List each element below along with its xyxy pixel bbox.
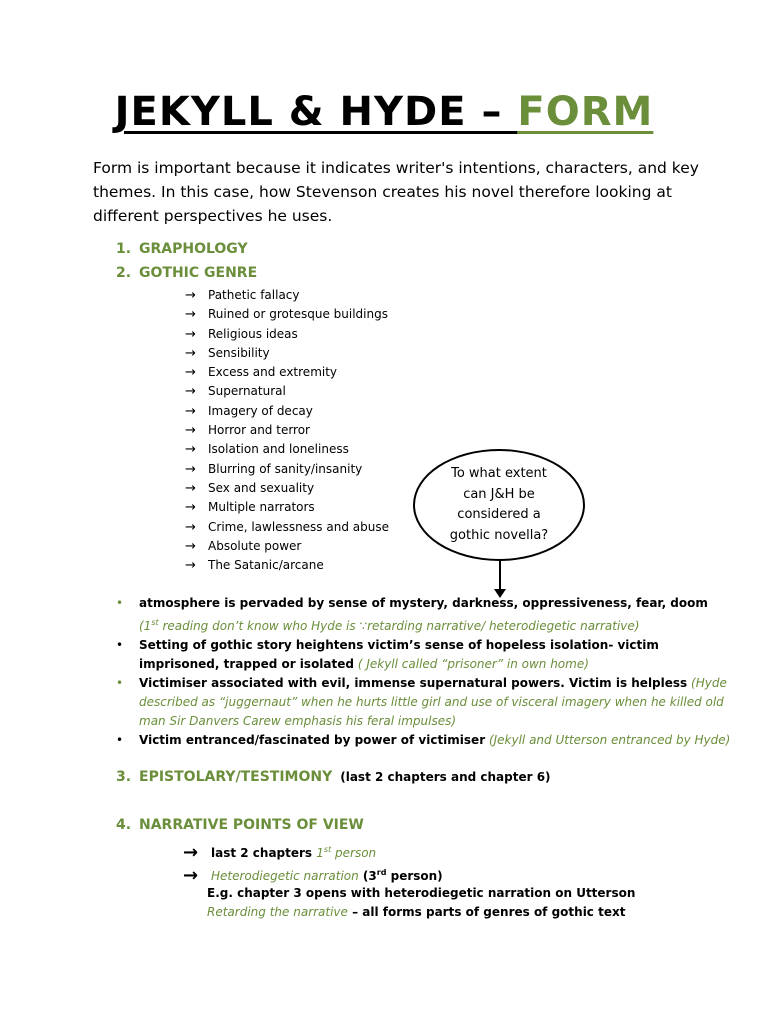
bullet-text: Victim entranced/fascinated by power of victimiser (139, 733, 486, 747)
gothic-list-item (185, 421, 389, 440)
arrow-right-icon: → (185, 480, 196, 496)
gothic-list-label: Ruined or grotesque buildings (208, 307, 388, 322)
arrow-right-icon: → (185, 365, 196, 381)
heading-gothic-genre (116, 265, 257, 281)
arrow-right-icon: → (185, 558, 196, 574)
arrow-right-icon: → (185, 500, 196, 516)
heading-label: EPISTOLARY/TESTIMONY (139, 769, 333, 785)
gothic-list-label: Blurring of sanity/insanity (208, 461, 363, 476)
heading-number: 3. (116, 769, 132, 785)
gothic-list-item (185, 556, 389, 575)
arrow-right-icon: → (185, 307, 196, 323)
gothic-list-label: Excess and extremity (208, 365, 338, 380)
gothic-list-label: Supernatural (208, 384, 286, 399)
gothic-bullets (113, 594, 733, 750)
bullet-note: (Hyde described as “juggernaut” when he hurts little girl and use of visceral imagery when he killed old man Sir Danvers Carew emphasis his feral impulses) (139, 676, 727, 728)
narrative-row: → last 2 chapters 1st person (183, 842, 377, 863)
gothic-list-item (185, 344, 389, 363)
heading-number: 2. (116, 265, 132, 281)
gothic-list-item (185, 537, 389, 556)
gothic-list-label: Religious ideas (208, 326, 298, 341)
gothic-list-label: Imagery of decay (208, 403, 313, 418)
bullet-icon: • (116, 596, 124, 610)
gothic-list-label: The Satanic/arcane (208, 558, 324, 573)
gothic-list-label: Pathetic fallacy (208, 288, 300, 302)
narrative-row: Retarding the narrative – all forms parts of genres of gothic text (207, 905, 626, 919)
heading-number: 1. (116, 241, 132, 257)
heading-number: 4. (116, 817, 132, 833)
bullet-item (113, 594, 733, 636)
gothic-list-label: Absolute power (208, 538, 302, 553)
heading-label: GOTHIC GENRE (139, 265, 258, 281)
bullet-note: ( Jekyll called “prisoner” in own home) (357, 657, 589, 671)
gothic-features-list (185, 286, 389, 575)
intro-line: themes. In this case, how Stevenson creates his novel therefore looking at (93, 183, 672, 201)
gothic-list-item (185, 382, 389, 401)
gothic-list-item (185, 440, 389, 459)
heading-label: GRAPHOLOGY (139, 241, 248, 257)
arrow-right-icon: → (185, 288, 196, 303)
arrow-right-icon: → (185, 519, 196, 535)
bullet-note: (Jekyll and Utterson entranced by Hyde) (488, 733, 731, 747)
arrow-right-icon: → (185, 345, 196, 361)
title-main: JEKYLL & HYDE – (114, 89, 518, 135)
gothic-list-label: Horror and terror (208, 423, 310, 438)
heading-note: (last 2 chapters and chapter 6) (340, 770, 551, 784)
gothic-list-label: Sex and sexuality (208, 480, 315, 495)
gothic-list-label: Multiple narrators (208, 500, 315, 515)
gothic-list-item (185, 286, 389, 305)
gothic-list-item (185, 325, 389, 344)
heading-label: NARRATIVE POINTS OF VIEW (139, 817, 364, 833)
intro-line: different perspectives he uses. (93, 207, 333, 225)
intro-paragraph (93, 156, 699, 228)
intro-line: Form is important because it indicates writer's intentions, characters, and key (93, 159, 699, 177)
bullet-icon: • (116, 676, 124, 690)
bullet-icon: • (116, 733, 124, 747)
question-bubble (413, 449, 585, 561)
gothic-list-label: Crime, lawlessness and abuse (208, 519, 389, 534)
bullet-note: (1st reading don’t know who Hyde is ∵retarding narrative/ heterodiegetic narrative) (139, 618, 640, 633)
bullet-icon: • (116, 638, 124, 652)
gothic-list-label: Isolation and loneliness (208, 442, 349, 457)
bullet-text: atmosphere is pervaded by sense of mystery, darkness, oppressiveness, fear, doom (139, 596, 708, 610)
arrow-right-icon: → (185, 403, 196, 419)
gothic-list-item (185, 518, 389, 537)
narrative-row: → Heterodiegetic narration (3rd person) (183, 865, 443, 886)
heading-narrative-pov (116, 817, 364, 833)
arrow-right-icon: → (185, 384, 196, 400)
gothic-list-item (185, 460, 389, 479)
arrow-right-icon: → (185, 326, 196, 342)
title-form: FORM (517, 89, 654, 135)
question-text: To what extent can J&H be considered a gothic novella? (449, 466, 549, 543)
heading-graphology (116, 241, 248, 257)
gothic-list-label: Sensibility (208, 345, 270, 360)
arrow-right-icon: → (185, 461, 196, 477)
arrow-right-icon: → (185, 442, 196, 458)
gothic-list-item (185, 363, 389, 382)
gothic-list-item (185, 305, 389, 324)
bullet-item (113, 674, 733, 731)
heading-epistolary (116, 769, 551, 785)
gothic-list-item (185, 498, 389, 517)
bullet-item (113, 636, 733, 674)
arrow-right-icon: → (183, 865, 199, 886)
arrow-right-icon: → (183, 842, 199, 863)
gothic-list-item (185, 479, 389, 498)
arrow-right-icon: → (185, 423, 196, 439)
bullet-text: Victimiser associated with evil, immense supernatural powers. Victim is helpless (139, 676, 688, 690)
arrow-right-icon: → (185, 538, 196, 554)
bullet-item (113, 731, 733, 750)
page-title (0, 88, 768, 136)
bullet-text: Setting of gothic story heightens victim’s sense of hopeless isolation- victim imprisoned, trapped or isolated (139, 638, 659, 671)
narrative-example: E.g. chapter 3 opens with heterodiegetic narration on Utterson (207, 886, 636, 900)
gothic-list-item (185, 402, 389, 421)
